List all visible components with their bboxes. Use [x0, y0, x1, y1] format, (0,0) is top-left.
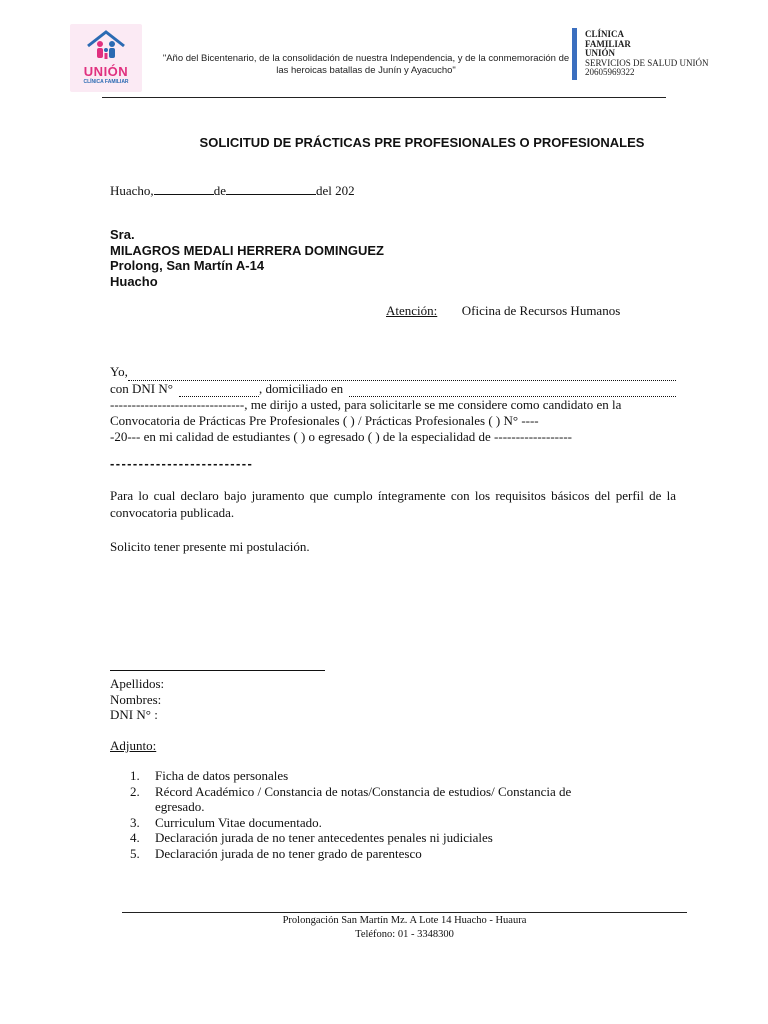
list-item-text: Ficha de datos personales: [155, 768, 289, 783]
list-item: [130, 830, 630, 846]
addressee-address: Prolong, San Martín A-14: [110, 258, 265, 273]
header-motto: [160, 53, 572, 77]
dni-blank: [179, 384, 259, 397]
document-title: SOLICITUD DE PRÁCTICAS PRE PROFESIONALES O PROFESIONALES: [199, 135, 645, 150]
body-line-4: Convocatoria de Prácticas Pre Profesionales ( ) / Prácticas Profesionales ( ) N° ----: [110, 413, 539, 428]
clinic-accent-bar: [572, 28, 577, 80]
request-paragraph: Solicito tener presente mi postulación.: [110, 539, 310, 554]
clinic-info: [585, 30, 709, 78]
list-item-number: 3.: [130, 814, 140, 830]
date-de: de: [213, 183, 226, 198]
header-divider: [102, 97, 666, 98]
list-item-text: Declaración jurada de no tener grado de parentesco: [155, 845, 422, 861]
list-item: [130, 846, 630, 862]
logo-text: UNIÓN: [83, 64, 129, 79]
footer-address: Prolongación San Martín Mz. A Lote 14 Huacho - Huaura: [282, 915, 527, 926]
body-line-3: [110, 397, 676, 413]
body-line-3-text: , me dirijo a usted, para solicitarle se me considere como candidato en la: [244, 397, 622, 412]
body-line-5: -20--- en mi calidad de estudiantes ( ) o egresado ( ) de la especialidad de ------------------: [110, 429, 572, 444]
body-line-3-dashes: -------------------------------: [110, 397, 245, 412]
logo-subtext: CLÍNICA FAMILIAR: [83, 79, 129, 85]
footer-divider: [122, 912, 687, 913]
name-line: [110, 364, 676, 381]
domicile-blank: [349, 384, 676, 397]
list-item: [130, 815, 630, 831]
motto-line-2: las heroicas batallas de Junín y Ayacucho": [276, 65, 456, 76]
name-blank: [128, 368, 676, 381]
motto-line-1: "Año del Bicentenario, de la consolidación de nuestra Independencia, y de la conmemoración de: [162, 53, 570, 64]
date-line: [110, 182, 355, 199]
bold-dash-line: -------------------------: [110, 456, 254, 471]
apellidos-label: Apellidos:: [110, 676, 165, 691]
yo-label: Yo,: [110, 364, 128, 379]
list-item-text: Récord Académico / Constancia de notas/Constancia de estudios/ Constancia de egresado.: [155, 783, 572, 814]
list-item-number: 1.: [130, 768, 140, 783]
addressee-name: MILAGROS MEDALI HERRERA DOMINGUEZ: [110, 242, 384, 258]
addressee-salutation: Sra.: [110, 227, 135, 242]
dni-line: [110, 381, 676, 398]
list-item-text: Declaración jurada de no tener antecedentes penales ni judiciales: [155, 830, 493, 845]
clinic-line-1: CLÍNICA: [585, 29, 625, 39]
attention-label: Atención:: [386, 303, 438, 318]
addressee-block: [110, 227, 384, 289]
month-blank: [226, 182, 316, 195]
list-item: [130, 784, 630, 815]
list-item-text: Curriculum Vitae documentado.: [155, 814, 322, 830]
nombres-label: Nombres:: [110, 691, 162, 707]
date-city: Huacho,: [110, 183, 154, 198]
declaration-paragraph: Para lo cual declaro bajo juramento que cumplo íntegramente con los requisitos básicos del perfil de la convocatoria publicada.: [110, 488, 676, 520]
domicile-label: , domiciliado en: [258, 380, 344, 396]
request-body: [110, 364, 676, 445]
attention-value: Oficina de Recursos Humanos: [461, 303, 621, 318]
clinic-line-3: UNIÓN: [585, 48, 616, 58]
list-item-number: 4.: [130, 830, 140, 845]
list-item-number: 2.: [130, 783, 140, 799]
clinic-line-5: 20605969322: [585, 67, 635, 77]
footer: [122, 914, 687, 941]
footer-phone: Teléfono: 01 - 3348300: [355, 928, 454, 940]
signature-block: [110, 676, 164, 723]
clinic-line-4: SERVICIOS DE SALUD UNIÓN: [585, 57, 709, 68]
dni-label: con DNI N°: [110, 380, 173, 396]
signature-line: [110, 670, 325, 671]
day-blank: [154, 182, 214, 195]
attachments-heading: Adjunto:: [110, 738, 157, 753]
attention-line: [386, 303, 620, 319]
date-del: del 202: [315, 183, 355, 198]
family-house-icon: [70, 24, 142, 64]
addressee-city: Huacho: [110, 273, 158, 289]
attachments-list: [130, 768, 630, 861]
clinic-line-2: FAMILIAR: [585, 38, 631, 49]
clinic-logo: [70, 24, 142, 92]
list-item-number: 5.: [130, 845, 140, 861]
list-item: [130, 768, 630, 784]
signature-dni-label: DNI N° :: [110, 707, 158, 722]
